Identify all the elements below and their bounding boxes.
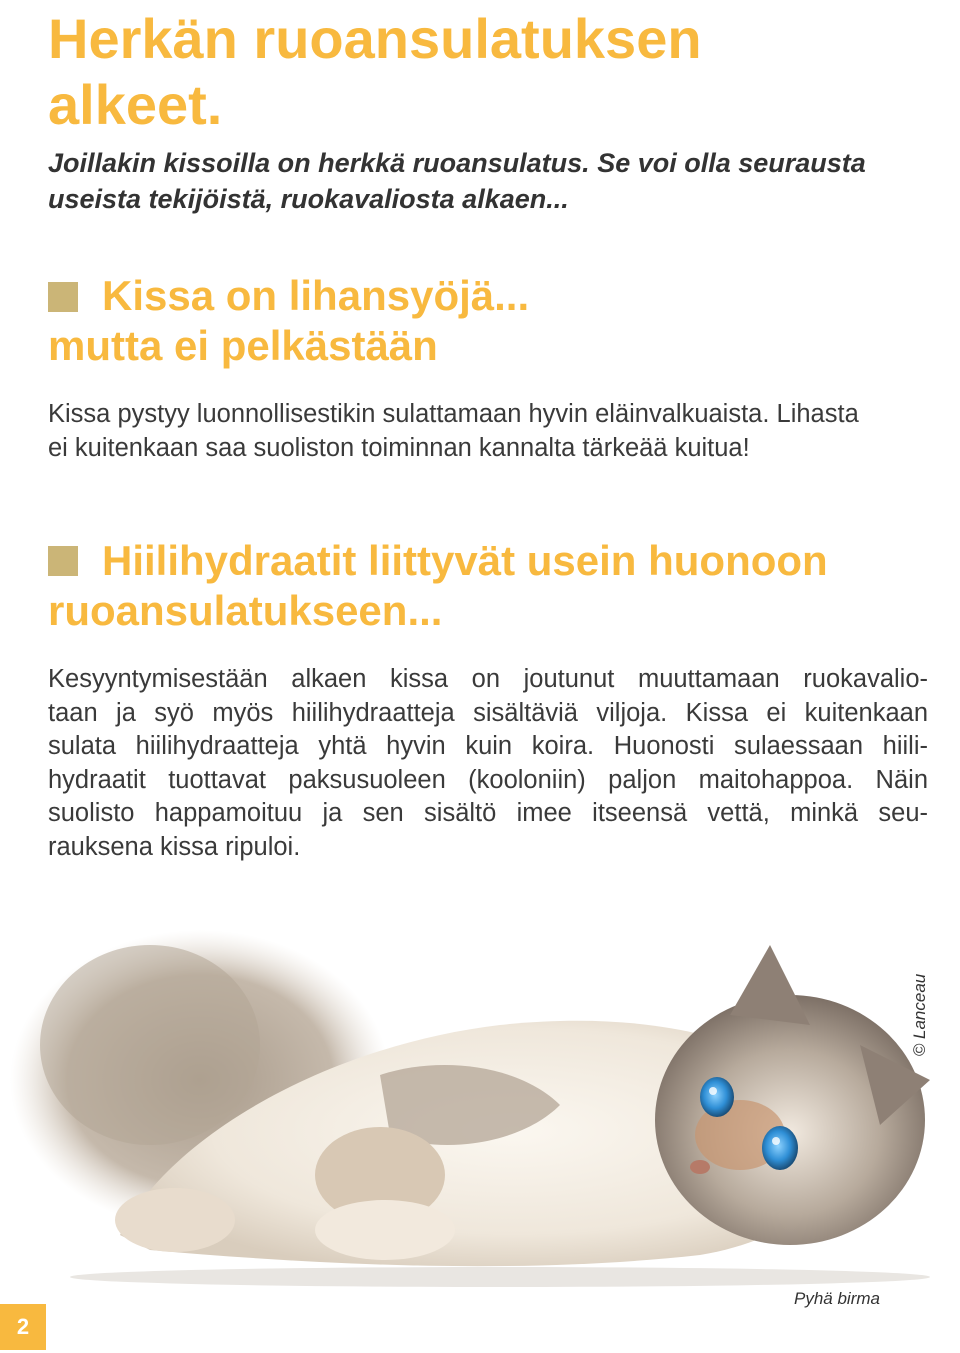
- section-body-carbohydrates: [48, 663, 928, 864]
- body-line: suolisto happamoituu ja sen sisältö imee itseensä vettä, minkä seu-: [48, 799, 928, 827]
- page-number: 2: [16, 1314, 30, 1339]
- body-line: ei kuitenkaan saa suoliston toiminnan kannalta tärkeää kuitua!: [48, 433, 750, 462]
- section-heading-carbohydrates: [48, 536, 828, 636]
- heading-line: Kissa on lihansyöjä...: [102, 272, 530, 319]
- photo-credit: [905, 965, 935, 1065]
- page-title-line: Herkän ruoansulatuksen: [48, 7, 702, 70]
- page-number-badge: [0, 1304, 46, 1350]
- photo-caption: Pyhä birma: [794, 1289, 880, 1308]
- heading-line: mutta ei pelkästään: [48, 322, 438, 369]
- section-heading-carnivore: [48, 271, 529, 371]
- photo-credit-text: © Lanceau: [910, 973, 929, 1057]
- heading-line: Hiilihydraatit liittyvät usein huonoon: [102, 537, 828, 584]
- section-body-carnivore: [48, 398, 928, 465]
- body-line: Kissa pystyy luonnollisestikin sulattamaan hyvin eläinvalkuaista. Lihasta: [48, 400, 859, 428]
- body-line: taan ja syö myös hiilihydraatteja sisältäviä viljoja. Kissa ei kuitenkaan: [48, 698, 928, 727]
- intro-line: useista tekijöistä, ruokavaliosta alkaen...: [48, 184, 569, 214]
- cat-photo: [0, 905, 960, 1295]
- body-line: sulata hiilihydraatteja yhtä hyvin kuin koira. Huonosti sulaessaan hiili-: [48, 732, 928, 760]
- body-line: hydraatit tuottavat paksusuoleen (kooloniin) paljon maitohappoa. Näin: [48, 765, 928, 794]
- body-line: Kesyyntymisestään alkaen kissa on joutunut muuttamaan ruokavalio-: [48, 665, 928, 693]
- intro-text: [48, 145, 866, 217]
- body-line: rauksena kissa ripuloi.: [48, 832, 301, 861]
- intro-line: Joillakin kissoilla on herkkä ruoansulatus. Se voi olla seurausta: [48, 148, 866, 178]
- page-title: [48, 6, 702, 138]
- page-title-line: alkeet.: [48, 73, 223, 136]
- heading-line: ruoansulatukseen...: [48, 587, 443, 634]
